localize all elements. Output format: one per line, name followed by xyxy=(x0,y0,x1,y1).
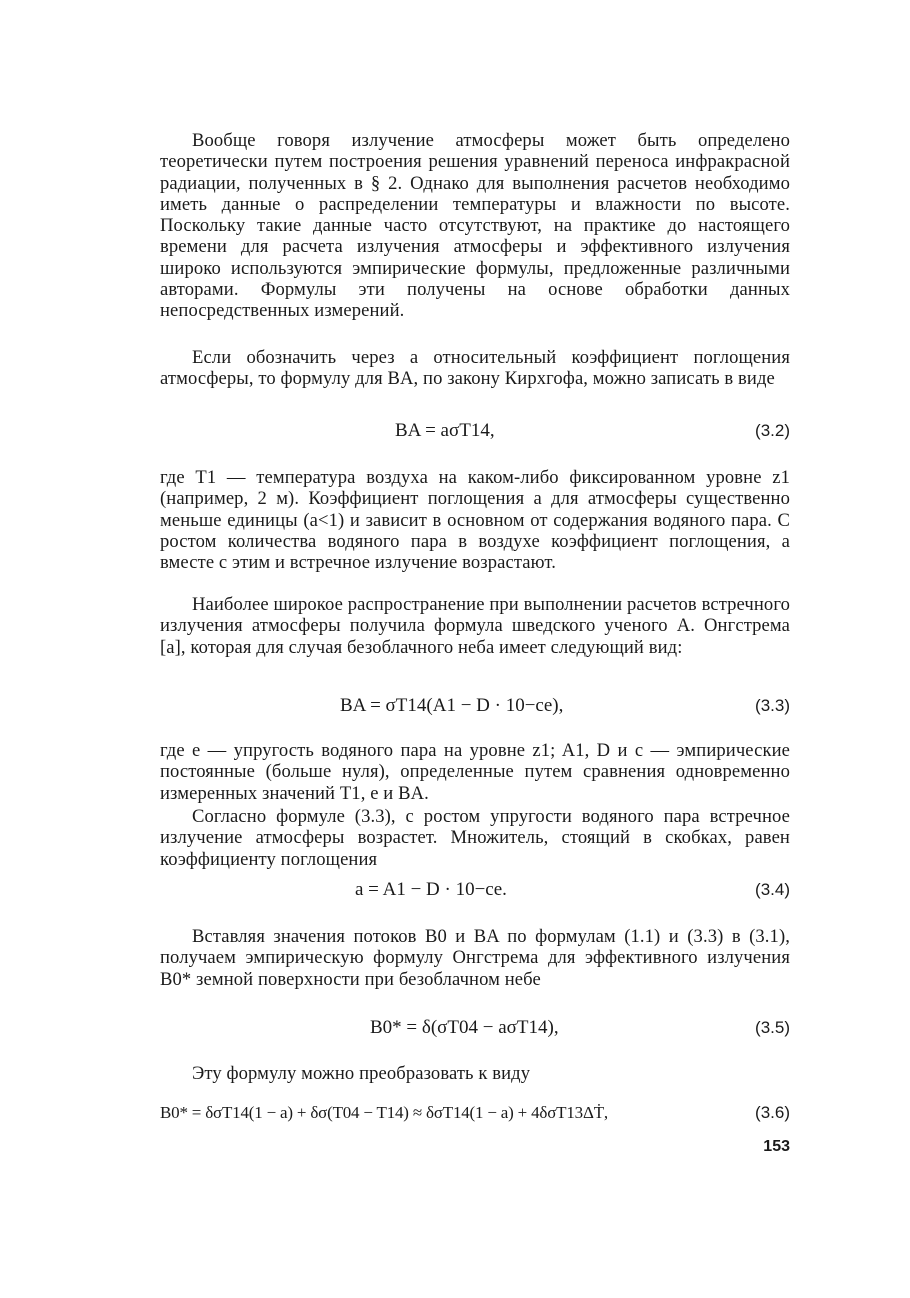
equation-3-3 xyxy=(160,693,790,719)
paragraph-text: Вставляя значения потоков B0 и BA по формулам (1.1) и (3.3) в (3.1), получаем эмпирическую формулу Онгстрема для эффективного излучения B0* земной поверхности при безоблачном небе xyxy=(160,926,790,990)
equation-3-2 xyxy=(160,418,790,444)
paragraph-2 xyxy=(160,347,790,390)
equation-formula: B0* = δσT14(1 − a) + δσ(T04 − T14) ≈ δσT14(1 − a) + 4δσT13ΔṪ, xyxy=(160,1103,608,1122)
equation-formula: BA = σT14(A1 − D · 10−ce), xyxy=(340,695,564,716)
equation-number: (3.6) xyxy=(755,1103,790,1122)
equation-number: (3.4) xyxy=(755,880,790,899)
equation-3-4 xyxy=(160,877,790,903)
paragraph-4 xyxy=(160,594,790,658)
paragraph-3 xyxy=(160,467,790,573)
equation-formula: BA = aσT14, xyxy=(395,420,495,441)
page-number: 153 xyxy=(763,1138,790,1155)
paragraph-text: Эту формулу можно преобразовать к виду xyxy=(192,1063,531,1084)
paragraph-1 xyxy=(160,130,790,322)
equation-number: (3.2) xyxy=(755,421,790,440)
paragraph-8 xyxy=(160,1063,790,1084)
paragraph-text: Согласно формуле (3.3), с ростом упругости водяного пара встречное излучение атмосферы возрастет. Множитель, стоящий в скобках, равен коэффициенту поглощения xyxy=(160,806,790,870)
paragraph-text: где e — упругость водяного пара на уровне z1; A1, D и c — эмпирические постоянные (больше нуля), определенные путем сравнения одновременно измеренных значений T1, e и BA. xyxy=(160,740,790,804)
paragraph-text: Если обозначить через a относительный коэффициент поглощения атмосферы, то формулу для BA, по закону Кирхгофа, можно записать в виде xyxy=(160,347,790,390)
paragraph-6 xyxy=(160,806,790,870)
paragraph-text: Наиболее широкое распространение при выполнении расчетов встречного излучения атмосферы получила формула шведского ученого А. Онгстрема [a], которая для случая безоблачного неба имеет следующий вид: xyxy=(160,594,790,658)
equation-3-5 xyxy=(160,1015,790,1041)
paragraph-5 xyxy=(160,740,790,804)
equation-number: (3.5) xyxy=(755,1018,790,1037)
paragraph-text: где T1 — температура воздуха на каком-либо фиксированном уровне z1 (например, 2 м). Коэффициент поглощения a для атмосферы существенно меньше единицы (a<1) и зависит в основном от содержания водяного пара. С ростом количества водяного пара в воздухе коэффициент поглощения, а вместе с этим и встречное излучение возрастают. xyxy=(160,467,790,574)
equation-formula: a = A1 − D · 10−ce. xyxy=(355,879,507,900)
equation-formula: B0* = δ(σT04 − aσT14), xyxy=(370,1017,559,1038)
equation-number: (3.3) xyxy=(755,696,790,715)
equation-3-6 xyxy=(160,1100,790,1126)
paragraph-7 xyxy=(160,926,790,990)
paragraph-text: Вообще говоря излучение атмосферы может быть определено теоретически путем построения решения уравнений переноса инфракрасной радиации, полученных в § 2. Однако для выполнения расчетов необходимо иметь данные о распределении температуры и влажности по высоте. Поскольку такие данные часто отсутствуют, на практике до настоящего времени для расчета излучения атмосферы и эффективного излучения широко используются эмпирические формулы, предложенные различными авторами. Формулы эти получены на основе обработки данных непосредственных измерений. xyxy=(160,130,790,322)
